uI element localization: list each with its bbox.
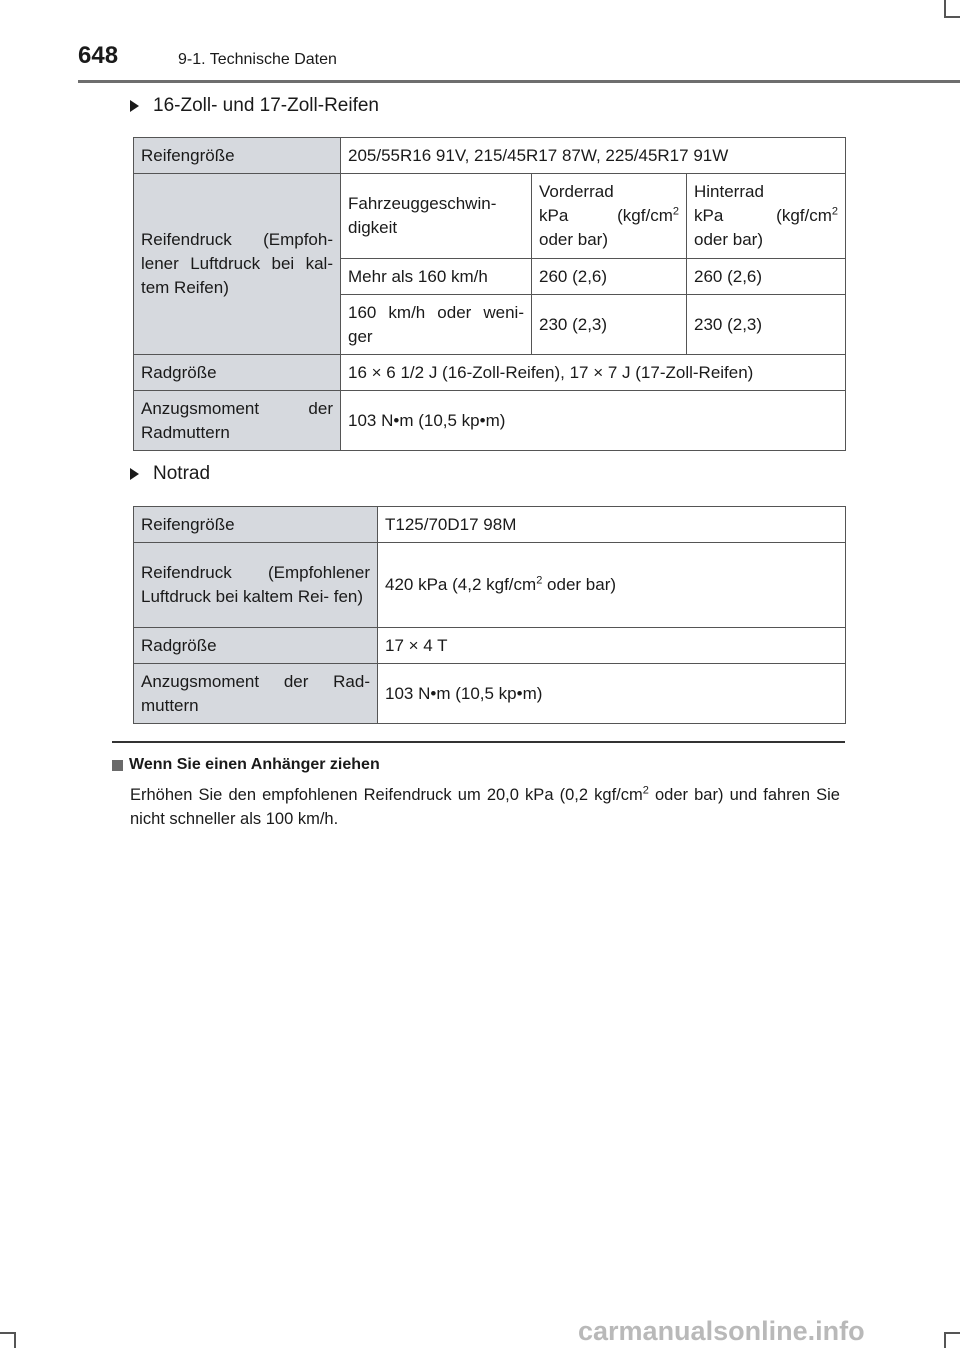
front-wheel-header (532, 174, 687, 259)
rear-header-line1: Hinterrad (694, 182, 764, 201)
spare-pressure-value (378, 543, 846, 628)
triangle-bullet-icon (130, 468, 139, 480)
speed-high: Mehr als 160 km/h (341, 259, 532, 295)
note-text (130, 783, 840, 831)
front-header-tail: oder bar) (539, 230, 608, 249)
rear-wheel-header (687, 174, 846, 259)
speed-header: Fahrzeuggeschwin- digkeit (341, 174, 532, 259)
rear-high: 260 (2,6) (687, 259, 846, 295)
subheading-16-17-tires (130, 95, 379, 117)
pressure-label: Reifendruck (Empfoh- lener Luftdruck bei kal- tem Reifen) (134, 174, 341, 355)
spare-pressure-label: Reifendruck (Empfohlener Luftdruck bei kaltem Rei- fen) (134, 543, 378, 628)
spare-pressure-sup: 2 (536, 574, 543, 587)
rear-header-tail: oder bar) (694, 230, 763, 249)
front-header-line1: Vorderrad (539, 182, 614, 201)
crop-mark (944, 1332, 960, 1334)
spare-tire-spec-table (133, 506, 846, 724)
table-row (134, 628, 846, 664)
speed-low: 160 km/h oder weni- ger (341, 295, 532, 355)
spare-torque-label: Anzugsmoment der Rad- muttern (134, 664, 378, 724)
table-row (134, 355, 846, 391)
note-title (112, 756, 380, 774)
tire-size-value: 205/55R16 91V, 215/45R17 87W, 225/45R17 91W (341, 138, 846, 174)
section-title: 9-1. Technische Daten (178, 51, 337, 68)
torque-label-line2: Radmuttern (141, 422, 230, 442)
watermark: carmanualsonline.info (578, 1316, 865, 1346)
torque-label-line1: Anzugsmoment der (141, 398, 333, 418)
header-rule (78, 80, 960, 83)
note-text-sup: 2 (642, 784, 649, 797)
table-row (134, 174, 846, 259)
spare-tire-size-value: T125/70D17 98M (378, 507, 846, 543)
note-text-post: oder bar) und fahren Sie nicht schneller als 100 km/h. (130, 786, 840, 828)
crop-mark (0, 1332, 16, 1334)
spare-pressure-pre: 420 kPa (4,2 kgf/cm (385, 575, 537, 594)
unit-sup: 2 (672, 205, 679, 218)
note-text-pre: Erhöhen Sie den empfohlenen Reifendruck um 20,0 kPa (0,2 kgf/cm (130, 786, 643, 804)
table-row (134, 664, 846, 724)
square-bullet-icon (112, 760, 123, 771)
crop-mark (14, 1332, 16, 1348)
wheel-size-label: Radgröße (134, 355, 341, 391)
table-row (134, 507, 846, 543)
table-row (134, 543, 846, 628)
spare-wheel-size-label: Radgröße (134, 628, 378, 664)
spare-tire-size-label: Reifengröße (134, 507, 378, 543)
triangle-bullet-icon (130, 100, 139, 112)
spare-wheel-size-value: 17 × 4 T (378, 628, 846, 664)
rear-header-unit: kPa ($kgf/cm^2$ (694, 205, 839, 225)
front-header-unit: kPa ($kgf/cm^2$ (539, 205, 679, 225)
spare-torque-value: 103 N•m (10,5 kp•m) (378, 664, 846, 724)
subheading-text: 16-Zoll- und 17-Zoll-Reifen (153, 95, 379, 116)
tire-size-label: Reifengröße (134, 138, 341, 174)
page-number: 648 (78, 42, 119, 69)
torque-label (134, 391, 341, 451)
subheading-spare (130, 463, 210, 485)
note-title-text: Wenn Sie einen Anhänger ziehen (129, 756, 380, 773)
front-high: 260 (2,6) (532, 259, 687, 295)
note-divider (112, 741, 845, 743)
tire-spec-table (133, 137, 846, 451)
crop-mark (944, 16, 960, 18)
table-row (134, 391, 846, 451)
spare-pressure-post: oder bar) (542, 575, 617, 594)
unit-sup: 2 (831, 205, 839, 218)
table-row (134, 138, 846, 174)
rear-low: 230 (2,3) (687, 295, 846, 355)
subheading-text: Notrad (153, 463, 211, 484)
front-low: 230 (2,3) (532, 295, 687, 355)
torque-value: 103 N•m (10,5 kp•m) (341, 391, 846, 451)
crop-mark (944, 1332, 946, 1348)
wheel-size-value: 16 × 6 1/2 J (16-Zoll-Reifen), 17 × 7 J (17-Zoll-Reifen) (341, 355, 846, 391)
